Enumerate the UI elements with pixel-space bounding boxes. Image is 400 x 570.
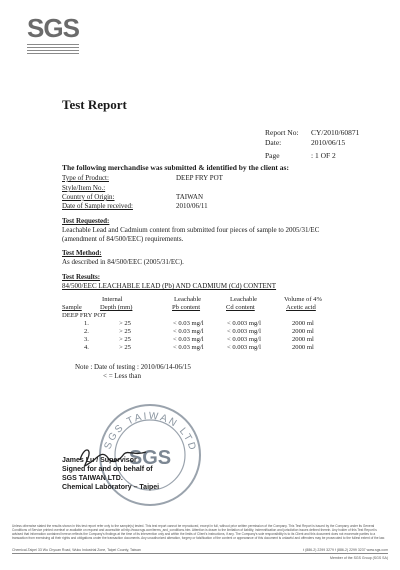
table-cell: < 0.003 mg/l <box>227 320 261 327</box>
table-cell: < 0.03 mg/l <box>173 336 204 343</box>
test-method-line: As described in 84/500/EEC (2005/31/EC). <box>62 258 184 266</box>
table-cell: < 0.003 mg/l <box>227 344 261 351</box>
test-results-section <box>62 273 276 291</box>
report-no-label: Report No: <box>265 128 299 137</box>
table-cell: < 0.03 mg/l <box>173 320 204 327</box>
table-header: Cd content <box>226 304 255 311</box>
table-cell: > 25 <box>119 344 131 351</box>
table-cell: > 25 <box>119 320 131 327</box>
table-cell: > 25 <box>119 336 131 343</box>
table-header: Depth (mm) <box>100 304 133 311</box>
footer-fine-print: Unless otherwise stated the results shown in this test report refer only to the sample(s) tested. This test report cannot be reproduced, except in full, without prior written permission of the Company. This Test Report is issued by the Company under its General Conditions of Service printed overleaf or available on request and accessible at http://www.sgs.com/terms_and_conditions.htm. Attention is drawn to the limitation of liability, indemnification and jurisdiction issues defined therein. Any holder of this Test Report is advised that information contained hereon reflects the Company's findings at the time of its intervention only and within the limits of Client's instructions, if any. The Company's sole responsibility is to its Client and this document does not exonerate parties to a transaction from exercising all their rights and obligations under the transaction documents. Any unauthorized alteration, forgery or falsification of the content or appearance of this document is unlawful and offenders may be prosecuted to the fullest extent of the law. <box>12 524 385 540</box>
page-value: : 1 OF 2 <box>311 151 336 160</box>
svg-text:SGS: SGS <box>128 447 172 469</box>
field-value: DEEP FRY POT <box>176 174 223 182</box>
lab-name: Chemical Laboratory – Taipei <box>62 484 160 491</box>
table-header: Internal <box>102 296 123 303</box>
field-label: Date of Sample received: <box>62 202 133 210</box>
table-cell: 1. <box>84 320 89 327</box>
table-cell: 4. <box>84 344 89 351</box>
field-label: Type of Product: <box>62 174 109 182</box>
field-label: Style/Item No.: <box>62 184 106 192</box>
table-cell: 2000 ml <box>292 336 314 343</box>
svg-text:SGS TAIWAN LTD: SGS TAIWAN LTD <box>102 410 199 454</box>
table-cell: 2. <box>84 328 89 335</box>
field-value: TAIWAN <box>176 193 204 201</box>
table-header: Pb content <box>172 304 201 311</box>
table-header: Acetic acid <box>286 304 316 311</box>
date-value: 2010/06/15 <box>311 138 346 147</box>
table-cell: < 0.03 mg/l <box>173 328 204 335</box>
field-value: 2010/06/11 <box>176 202 208 210</box>
intro-statement: The following merchandise was submitted & identified by the client as: <box>62 163 289 172</box>
test-requested-line: Leachable Lead and Cadmium content from submitted four pieces of sample to 2005/31/EC <box>62 226 320 234</box>
table-cell: < 0.003 mg/l <box>227 336 261 343</box>
table-header: Volume of 4% <box>284 296 322 303</box>
footer-member: Member of the SGS Group (SGS SA) <box>330 556 388 560</box>
table-cell: < 0.003 mg/l <box>227 328 261 335</box>
footer-contact: t (886-2) 2299 3279 f (886-2) 2299 3237 www.sgs.com <box>303 548 388 552</box>
page-label: Page <box>265 151 280 160</box>
table-header: Leachable <box>174 296 202 303</box>
test-requested-heading: Test Requested: <box>62 217 110 225</box>
test-results-heading: Test Results: <box>62 273 101 281</box>
table-cell: < 0.03 mg/l <box>173 344 204 351</box>
footer-bar <box>12 548 388 560</box>
table-cell: 3. <box>84 336 89 343</box>
report-no-value: CY/2010/60871 <box>311 128 360 137</box>
test-requested-line: (amendment of 84/500/EEC) requirements. <box>62 235 184 243</box>
report-meta <box>265 128 385 164</box>
table-group-label: DEEP FRY POT <box>62 312 107 319</box>
field-label: Country of Origin: <box>62 193 115 201</box>
test-method-section <box>62 249 184 267</box>
test-requested-section <box>62 217 319 244</box>
company-name: SGS TAIWAN LTD. <box>62 475 123 482</box>
table-header: Leachable <box>230 296 258 303</box>
table-header: Sample <box>62 304 82 311</box>
date-label: Date: <box>265 138 282 147</box>
test-results-subheading: 84/500/EEC LEACHABLE LEAD (Pb) AND CADMIUM (Cd) CONTENT <box>62 282 277 290</box>
test-method-heading: Test Method: <box>62 249 102 257</box>
signature-block <box>62 456 159 492</box>
table-cell: 2000 ml <box>292 344 314 351</box>
table-cell: 2000 ml <box>292 320 314 327</box>
signed-for-line: Signed for and on behalf of <box>62 466 153 473</box>
sgs-logo-text: SGS <box>27 13 79 43</box>
sgs-logo-stripes <box>27 44 79 54</box>
table-cell: 2000 ml <box>292 328 314 335</box>
note-date-of-testing: Note : Date of testing : 2010/06/14-06/15 <box>75 363 191 371</box>
table-cell: > 25 <box>119 328 131 335</box>
note-less-than: < = Less than <box>103 372 142 380</box>
footer-address: Chemical-Taipei 33 Wu Chyuan Road, Wuku Industrial Zone, Taipei County, Taiwan <box>12 548 141 552</box>
signatory-name: James Lu / Supervisor <box>62 457 137 464</box>
sgs-logo <box>27 14 79 56</box>
page-title: Test Report <box>62 97 127 112</box>
